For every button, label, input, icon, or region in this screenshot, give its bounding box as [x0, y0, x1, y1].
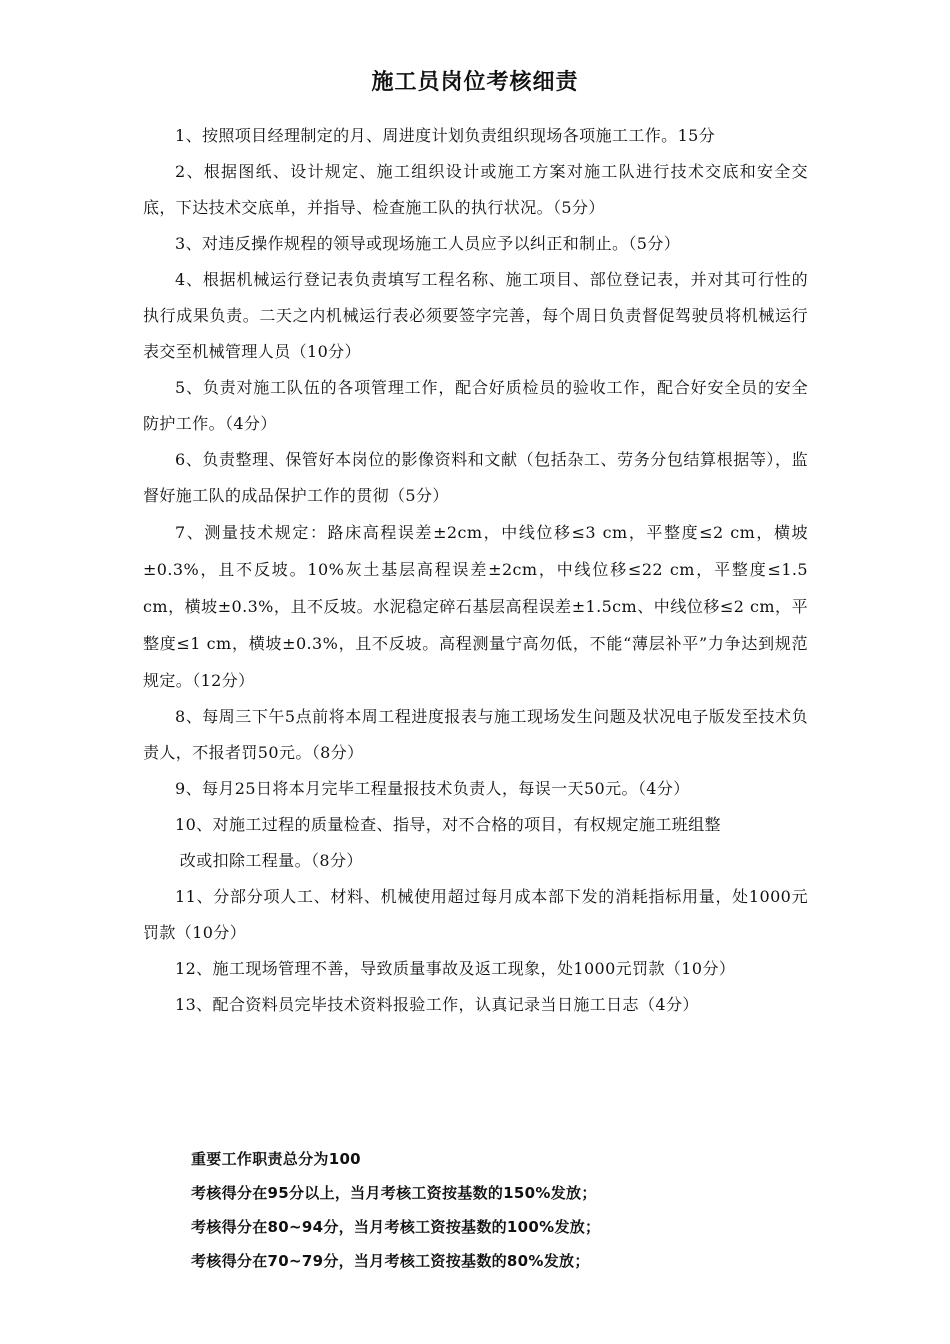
- duty-item-1: 1、按照项目经理制定的月、周进度计划负责组织现场各项施工工作。15分: [175, 126, 716, 145]
- duty-item-9: 9、每月25日将本月完毕工程量报技术负责人，每误一天50元。（4分）: [175, 779, 690, 798]
- duty-item-12: 12、施工现场管理不善，导致质量事故及返工现象，处1000元罚款（10分）: [175, 959, 736, 978]
- duty-item-5: 5、负责对施工队伍的各项管理工作，配合好质检员的验收工作，配合好安全员的安全防护工作。（4分）: [143, 378, 808, 433]
- score-rule-70-79: 考核得分在70~79分，当月考核工资按基数的80%发放；: [191, 1252, 590, 1270]
- duty-item-4: 4、根据机械运行登记表负责填写工程名称、施工项目、部位登记表，并对其可行性的执行成果负责。二天之内机械运行表必须要签字完善，每个周日负责督促驾驶员将机械运行表交至机械管理人员（10分）: [143, 270, 808, 361]
- duty-item-2: 2、根据图纸、设计规定、施工组织设计或施工方案对施工队进行技术交底和安全交底，下达技术交底单，并指导、检查施工队的执行状况。（5分）: [143, 162, 808, 217]
- score-rule-95: 考核得分在95分以上，当月考核工资按基数的150%发放；: [191, 1184, 597, 1202]
- duty-item-10: 10、对施工过程的质量检查、指导，对不合格的项目，有权规定施工班组整: [175, 815, 721, 834]
- duty-item-6: 6、负责整理、保管好本岗位的影像资料和文献（包括杂工、劳务分包结算根据等），监督好施工队的成品保护工作的贯彻（5分）: [143, 450, 808, 505]
- total-score-line: 重要工作职责总分为100: [191, 1150, 361, 1168]
- duty-item-3: 3、对违反操作规程的领导或现场施工人员应予以纠正和制止。（5分）: [175, 234, 681, 253]
- page-title: 施工员岗位考核细责: [371, 70, 579, 95]
- score-rule-80-94: 考核得分在80~94分，当月考核工资按基数的100%发放；: [191, 1218, 601, 1236]
- duty-item-10-continued: 改或扣除工程量。（8分）: [179, 851, 363, 870]
- document-body: [143, 118, 808, 1023]
- duty-item-11: 11、分部分项人工、材料、机械使用超过每月成本部下发的消耗指标用量，处1000元罚款（10分）: [143, 887, 808, 942]
- duty-item-13: 13、配合资料员完毕技术资料报验工作，认真记录当日施工日志（4分）: [175, 995, 699, 1014]
- score-summary: [191, 1142, 811, 1278]
- duty-item-7: 7、测量技术规定：路床高程误差±2cm，中线位移≤3 cm，平整度≤2 cm，横坡±0.3%，且不反坡。10%灰土基层高程误差±2cm，中线位移≤22 cm，平整度≤1.5 cm，横坡±0.3%，且不反坡。水泥稳定碎石基层高程误差±1.5cm、中线位移≤2 cm，平整度≤1 cm，横坡±0.3%，且不反坡。高程测量宁高勿低，不能“薄层补平”力争达到规范规定。（12分）: [143, 523, 808, 690]
- duty-item-8: 8、每周三下午5点前将本周工程进度报表与施工现场发生问题及状况电子版发至技术负责人，不报者罚50元。（8分）: [143, 707, 808, 762]
